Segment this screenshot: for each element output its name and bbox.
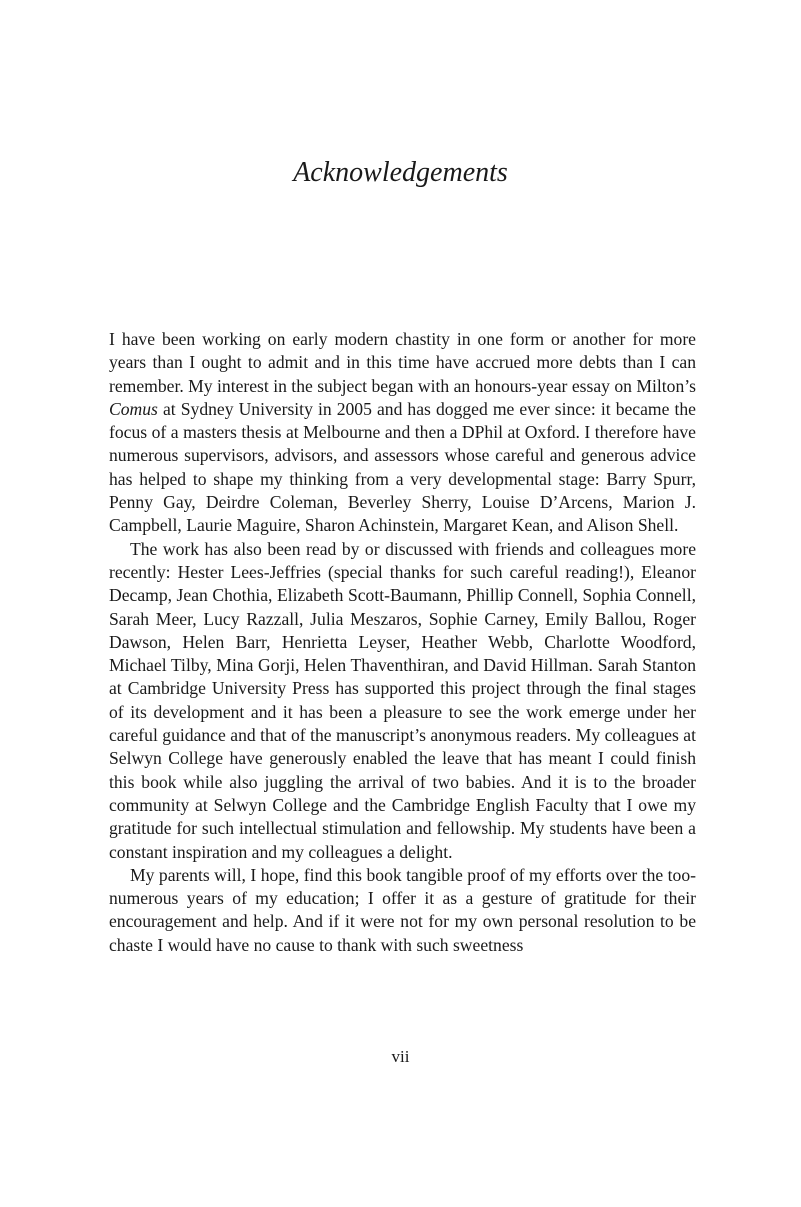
page-title: Acknowledgements: [293, 157, 508, 188]
paragraph-3: My parents will, I hope, find this book tangible proof of my efforts over the too-numerous years of my education; I offer it as a gesture of gratitude for their encouragement and help. And if it were not for my own personal resolution to be chaste I would have no cause to thank with such sweetness: [109, 864, 696, 955]
paragraph-2: The work has also been read by or discussed with friends and colleagues more recently: Hester Lees-Jeffries (special thanks for such careful reading!), Eleanor Decamp, Jean Chothia, Elizabeth Scott-Baumann, Phillip Connell, Sophia Connell, Sarah Meer, Lucy Razzall, Julia Meszaros, Sophie Carney, Emily Ballou, Roger Dawson, Helen Barr, Henrietta Leyser, Heather Webb, Charlotte Woodford, Michael Tilby, Mina Gorji, Helen Thaventhiran, and David Hillman. Sarah Stanton at Cambridge University Press has supported this project through the final stages of its development and it has been a pleasure to see the work emerge under her careful guidance and that of the manuscript’s anonymous readers. My colleagues at Selwyn College have generously enabled the leave that has meant I could finish this book while also juggling the arrival of two babies. And it is to the broader community at Selwyn College and the Cambridge English Faculty that I owe my gratitude for such intellectual stimulation and fellowship. My students have been a constant inspiration and my colleagues a delight.: [109, 538, 696, 862]
paragraph-1-text-after: at Sydney University in 2005 and has dogged me ever since: it became the focus of a masters thesis at Melbourne and then a DPhil at Oxford. I therefore have numerous supervisors, advisors, and assessors whose careful and generous advice has helped to shape my thinking from a very developmental stage: Barry Spurr, Penny Gay, Deirdre Coleman, Beverley Sherry, Louise D’Arcens, Marion J. Campbell, Laurie Maguire, Sharon Achinstein, Margaret Kean, and Alison Shell.: [109, 398, 696, 536]
paragraph-1-text-before: I have been working on early modern chastity in one form or another for more years than I ought to admit and in this time have accrued more debts than I can remember. My interest in the subject began with an honours-year essay on Milton’s: [109, 329, 696, 396]
page-number: vii: [391, 1047, 410, 1066]
paragraph-1: [109, 328, 696, 538]
acknowledgements-body: [109, 328, 696, 957]
book-title-comus: Comus: [109, 398, 158, 419]
